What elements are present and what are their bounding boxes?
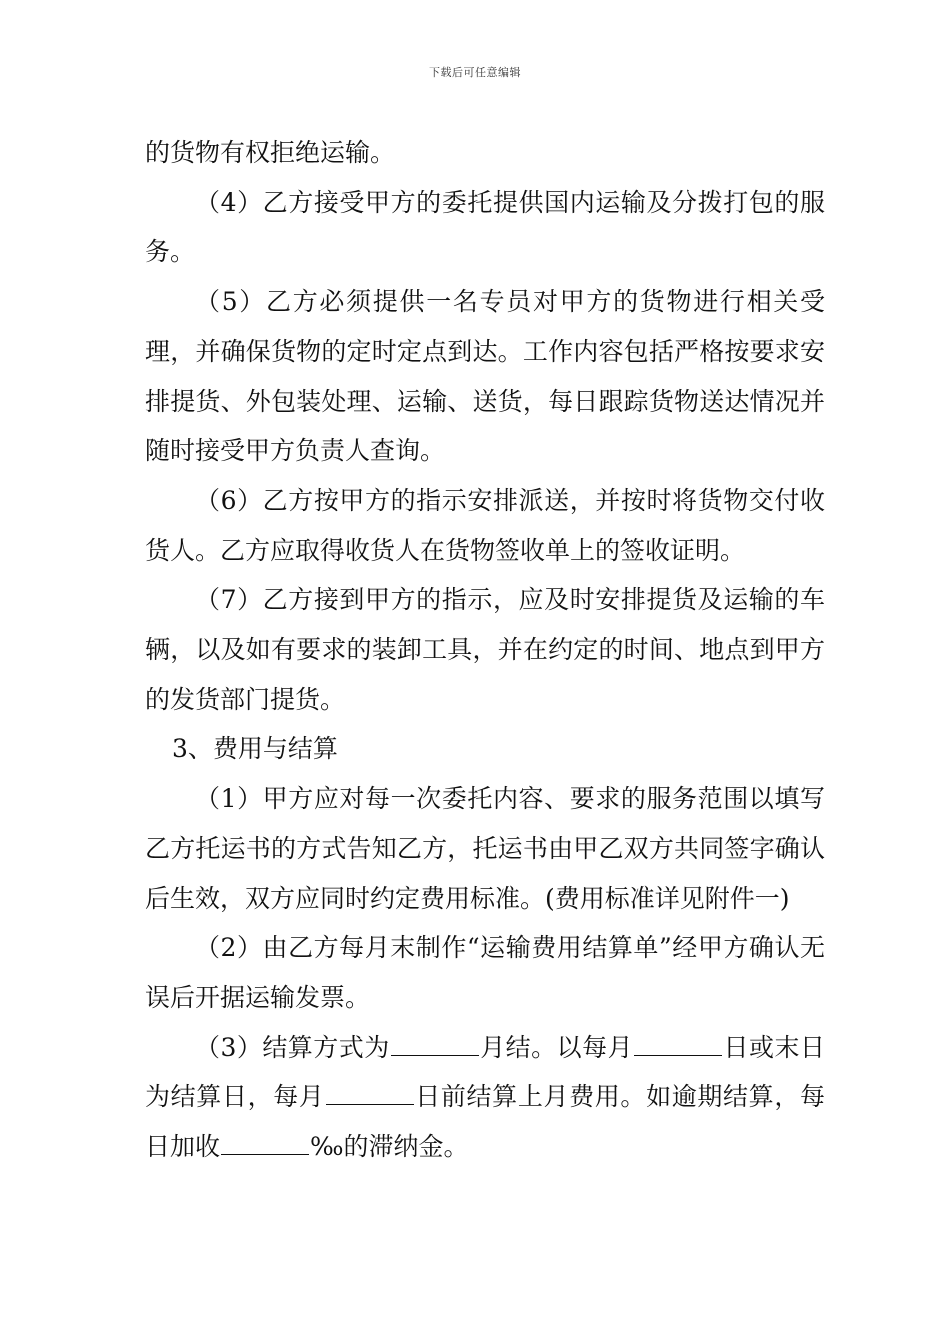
fee-clause-3	[145, 1023, 825, 1172]
fee-clause-3-part-d: 日前结算上月费用。如逾期结算，每日加收	[145, 1082, 825, 1162]
clause-6: （6）乙方按甲方的指示安排派送，并按时将货物交付收货人。乙方应取得收货人在货物签收单上的签收证明。	[145, 485, 825, 565]
blank-late-fee-rate	[221, 1134, 309, 1155]
fee-clause-3-part-e: ‰的滞纳金。	[310, 1132, 469, 1162]
section-heading-fees: 3、费用与结算	[172, 734, 338, 764]
paragraph-continuation: 的货物有权拒绝运输。	[145, 138, 396, 167]
fee-clause-2: （2）由乙方每月末制作“运输费用结算单”经甲方确认无误后开据运输发票。	[145, 933, 825, 1012]
clause-4: （4）乙方接受甲方的委托提供国内运输及分拨打包的服务。	[145, 187, 825, 267]
clause-5: （5）乙方必须提供一名专员对甲方的货物进行相关受理，并确保货物的定时定点到达。工作内容包括严格按要求安排提货、外包装处理、运输、送货，每日跟踪货物送达情况并随时接受甲方负责人查询。	[145, 287, 825, 466]
fee-clause-3-part-c: 日或末日为结算日，每月	[145, 1032, 825, 1112]
blank-settlement-months	[391, 1035, 479, 1056]
fee-clause-3-part-b: 月结。以每月	[479, 1032, 634, 1062]
page-header: 下载后可任意编辑	[429, 66, 521, 79]
fee-clause-3-part-a: （3）结算方式为	[195, 1032, 390, 1062]
blank-settlement-day	[634, 1035, 722, 1056]
document-body	[145, 128, 825, 1172]
fee-clause-1: （1）甲方应对每一次委托内容、要求的服务范围以填写乙方托运书的方式告知乙方，托运书由甲乙双方共同签字确认后生效，双方应同时约定费用标准。(费用标准详见附件一)	[145, 784, 825, 913]
clause-7: （7）乙方接到甲方的指示，应及时安排提货及运输的车辆，以及如有要求的装卸工具，并在约定的时间、地点到甲方的发货部门提货。	[145, 585, 825, 714]
blank-payment-day	[326, 1084, 414, 1105]
